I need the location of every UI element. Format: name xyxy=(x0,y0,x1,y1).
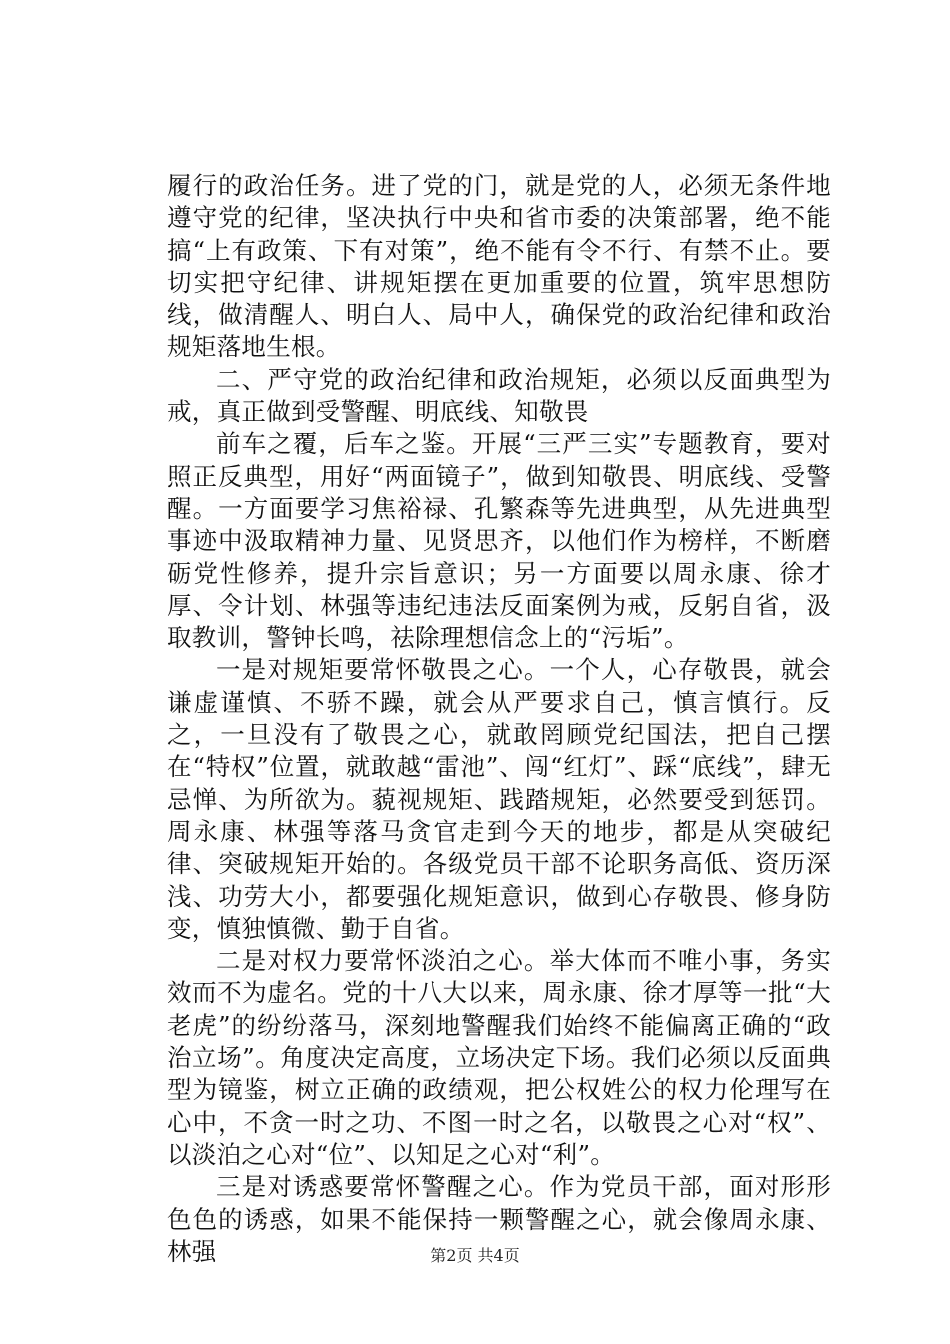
paragraph: 前车之覆，后车之鉴。开展“三严三实”专题教育，要对照正反典型，用好“两面镜子”，做到知敬畏、明底线、受警醒。一方面要学习焦裕禄、孔繁森等先进典型，从先进典型事迹中汲取精神力量、见贤思齐，以他们作为榜样，不断磨砺党性修养，提升宗旨意识；另一方面要以周永康、徐才厚、令计划、林强等违纪违法反面案例为戒，反躬自省，汲取教训，警钟长鸣，祛除理想信念上的“污垢”。 xyxy=(167,429,831,653)
section-heading: 二、严守党的政治纪律和政治规矩，必须以反面典型为戒，真正做到受警醒、明底线、知敬畏 xyxy=(167,364,831,427)
paragraph-continuation: 履行的政治任务。进了党的门，就是党的人，必须无条件地遵守党的纪律，坚决执行中央和省市委的决策部署，绝不能搞“上有政策、下有对策”，绝不能有令不行、有禁不止。要切实把守纪律、讲规矩摆在更加重要的位置，筑牢思想防线，做清醒人、明白人、局中人，确保党的政治纪律和政治规矩落地生根。 xyxy=(167,171,831,362)
paragraph: 二是对权力要常怀淡泊之心。举大体而不唯小事，务实效而不为虚名。党的十八大以来，周永康、徐才厚等一批“大老虎”的纷纷落马，深刻地警醒我们始终不能偏离正确的“政治立场”。角度决定高度，立场决定下场。我们必须以反面典型为镜鉴，树立正确的政绩观，把公权姓公的权力伦理写在心中，不贪一时之功、不图一时之名，以敬畏之心对“权”、以淡泊之心对“位”、以知足之心对“利”。 xyxy=(167,946,831,1169)
paragraph: 三是对诱惑要常怀警醒之心。作为党员干部，面对形形色色的诱惑，如果不能保持一颗警醒之心，就会像周永康、林强 xyxy=(167,1172,831,1266)
document-body xyxy=(167,170,831,1268)
page-footer: 第2页 共4页 xyxy=(430,1246,520,1265)
paragraph: 一是对规矩要常怀敬畏之心。一个人，心存敬畏，就会谦虚谨慎、不骄不躁，就会从严要求自己，慎言慎行。反之，一旦没有了敬畏之心，就敢罔顾党纪国法，把自己摆在“特权”位置，就敢越“雷池”、闯“红灯”、踩“底线”，肆无忌惮、为所欲为。藐视规矩、践踏规矩，必然要受到惩罚。周永康、林强等落马贪官走到今天的地步，都是从突破纪律、突破规矩开始的。各级党员干部不论职务高低、资历深浅、功劳大小，都要强化规矩意识，做到心存敬畏、修身防变，慎独慎微、勤于自省。 xyxy=(167,655,831,943)
